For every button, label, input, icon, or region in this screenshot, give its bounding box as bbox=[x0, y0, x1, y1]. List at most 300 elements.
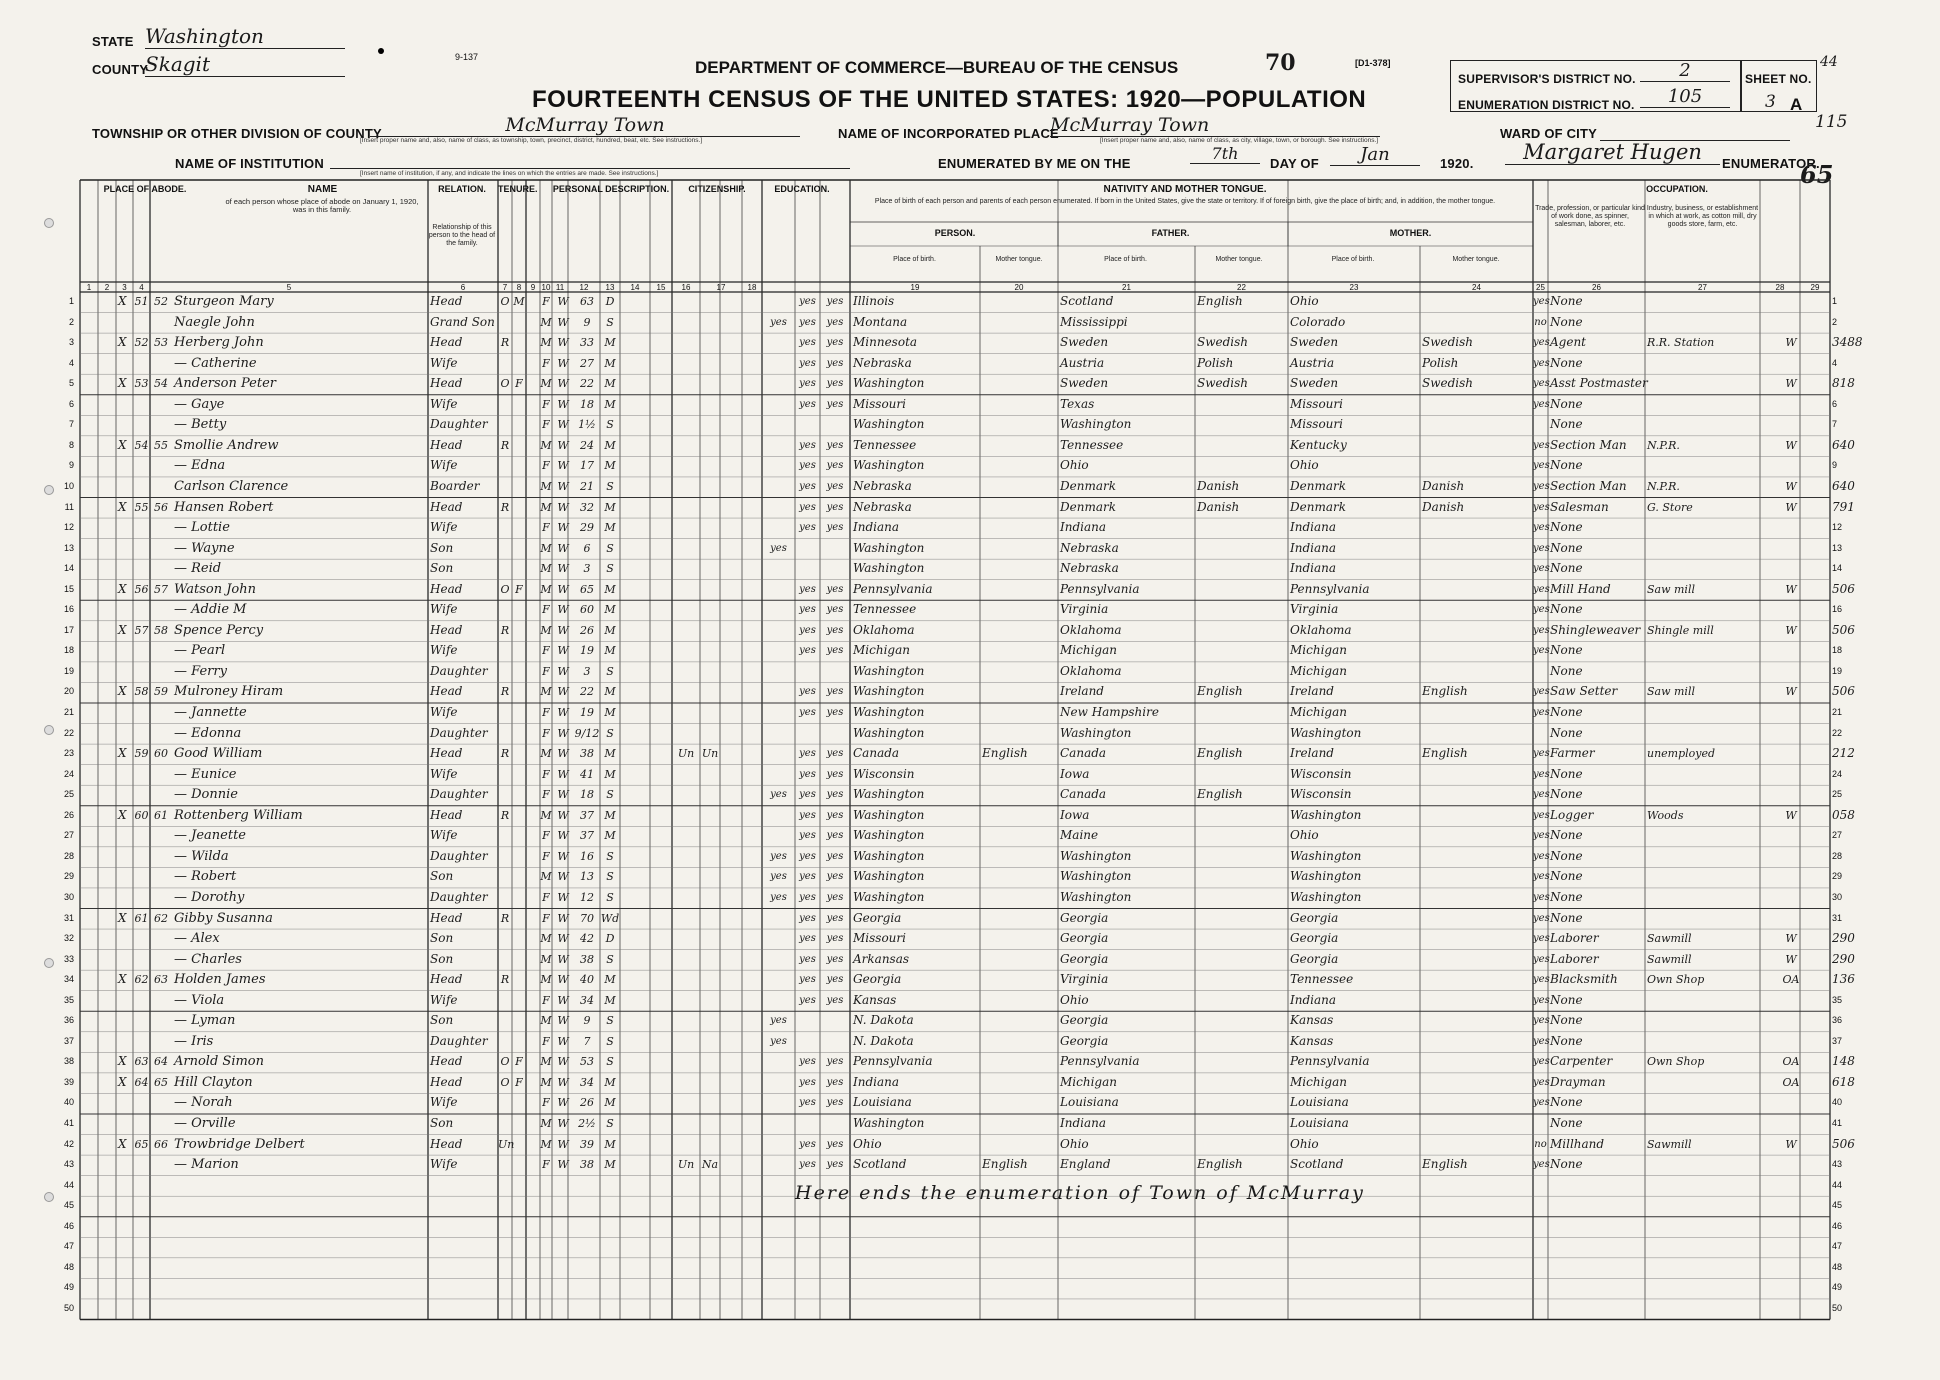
cell-ms: S bbox=[606, 788, 614, 802]
column-number-22: 22 bbox=[1237, 283, 1246, 292]
cell-ms: M bbox=[604, 973, 616, 987]
cell-dw: 64 bbox=[134, 1075, 149, 1089]
cell-rel: Head bbox=[430, 972, 463, 987]
cell-fpob: Michigan bbox=[1060, 1074, 1117, 1089]
cell-side: 818 bbox=[1832, 376, 1855, 391]
cell-pob: Missouri bbox=[853, 931, 906, 946]
cell-eng: yes bbox=[1533, 891, 1550, 903]
cell-write: yes bbox=[826, 953, 844, 965]
cell-rel: Wife bbox=[430, 992, 458, 1007]
cell-age: 41 bbox=[580, 767, 594, 781]
cell-fpob: Ohio bbox=[1060, 992, 1089, 1007]
line-number: 33 bbox=[63, 953, 74, 964]
cell-trade: None bbox=[1550, 355, 1583, 370]
cell-write: yes bbox=[826, 316, 844, 328]
cell-pob: Nebraska bbox=[853, 355, 912, 370]
cell-rel: Wife bbox=[430, 828, 458, 843]
line-number: 7 bbox=[68, 419, 74, 430]
cell-sex: F bbox=[542, 418, 550, 432]
cell-read: yes bbox=[799, 953, 816, 965]
line-number: 28 bbox=[63, 850, 74, 861]
cell-mpob: Georgia bbox=[1290, 910, 1339, 925]
cell-sex: M bbox=[540, 1117, 552, 1130]
cell-rel: Daughter bbox=[430, 725, 488, 740]
cell-ind: Own Shop bbox=[1647, 1055, 1705, 1069]
line-number: 44 bbox=[63, 1179, 74, 1190]
cell-dw: 54 bbox=[134, 438, 149, 452]
cell-race: W bbox=[557, 808, 569, 822]
cell-read: yes bbox=[799, 357, 816, 369]
cell-race: W bbox=[557, 1014, 569, 1028]
cell-rel: Wife bbox=[430, 396, 458, 411]
cell-race: W bbox=[557, 623, 569, 637]
line-number: 32 bbox=[63, 933, 74, 944]
cell-side: 506 bbox=[1832, 684, 1855, 699]
cell-trade: None bbox=[1550, 787, 1583, 802]
cell-race: W bbox=[557, 932, 569, 946]
cell-mpob: Wisconsin bbox=[1290, 766, 1352, 781]
cell-race: W bbox=[557, 418, 569, 432]
cell-own: O bbox=[500, 582, 510, 596]
line-number-right: 28 bbox=[1832, 850, 1843, 861]
cell-name: Smollie Andrew bbox=[174, 437, 279, 453]
line-number: 2 bbox=[68, 316, 74, 327]
cell-trade: None bbox=[1550, 602, 1583, 617]
line-number-right: 27 bbox=[1832, 830, 1843, 841]
cell-eng: yes bbox=[1533, 830, 1550, 842]
corner-mark: 65 bbox=[1800, 160, 1834, 189]
cell-ms: M bbox=[604, 521, 616, 535]
line-number: 35 bbox=[63, 994, 74, 1005]
cell-fpob: Georgia bbox=[1060, 1033, 1109, 1048]
cell-pob: Washington bbox=[853, 889, 925, 904]
cell-mpob: Wisconsin bbox=[1290, 787, 1352, 802]
cell-side: 290 bbox=[1832, 931, 1855, 946]
cell-trade: None bbox=[1550, 1033, 1583, 1048]
cell-sex: M bbox=[540, 438, 552, 452]
cell-ind: N.P.R. bbox=[1647, 438, 1680, 452]
cell-trade: Section Man bbox=[1550, 478, 1627, 493]
cell-ms: M bbox=[604, 438, 616, 452]
cell-read: yes bbox=[799, 604, 816, 616]
line-number: 22 bbox=[63, 727, 74, 738]
visit-mark: X bbox=[118, 499, 127, 514]
line-number: 9 bbox=[68, 460, 74, 471]
cell-name: — Catherine bbox=[174, 355, 257, 371]
line-number: 31 bbox=[63, 912, 74, 923]
cell-mpob: Ireland bbox=[1290, 684, 1334, 699]
line-number: 26 bbox=[63, 809, 74, 820]
cell-fam: 57 bbox=[154, 582, 168, 596]
cell-write: yes bbox=[826, 830, 844, 842]
cell-ms: S bbox=[606, 562, 614, 576]
cell-pob: Illinois bbox=[853, 294, 895, 308]
cell-dw: 59 bbox=[134, 747, 149, 761]
cell-rel: Daughter bbox=[430, 848, 488, 863]
cell-trade: Shingleweaver bbox=[1550, 622, 1641, 637]
cell-ms: S bbox=[606, 541, 614, 555]
column-number-6: 6 bbox=[460, 283, 466, 292]
cell-fam: 60 bbox=[154, 747, 168, 761]
cell-eng: yes bbox=[1533, 1097, 1550, 1109]
cell-age: 2½ bbox=[578, 1117, 596, 1130]
visit-mark: X bbox=[118, 1074, 127, 1089]
cell-read: yes bbox=[799, 522, 816, 534]
cell-ind: G. Store bbox=[1647, 500, 1693, 514]
cell-fam: 54 bbox=[154, 377, 168, 391]
cell-mpob: Ohio bbox=[1290, 294, 1319, 308]
cell-read: yes bbox=[799, 645, 816, 657]
cell-sch: yes bbox=[770, 316, 787, 328]
group-person: PERSON. bbox=[934, 228, 976, 238]
cell-cls: W bbox=[1785, 582, 1797, 596]
cell-sex: M bbox=[540, 562, 552, 576]
line-number: 10 bbox=[63, 480, 74, 491]
sheet-label: SHEET NO. bbox=[1745, 72, 1812, 86]
line-number-right: 1 bbox=[1832, 296, 1838, 306]
cell-sex: M bbox=[540, 1137, 552, 1151]
cell-sch: yes bbox=[770, 789, 787, 801]
cell-age: 6 bbox=[583, 541, 591, 555]
county-label: COUNTY bbox=[92, 62, 149, 77]
cell-eng: yes bbox=[1533, 480, 1550, 492]
cell-ind: N.P.R. bbox=[1647, 479, 1680, 493]
cell-rel: Son bbox=[430, 1116, 454, 1130]
line-number-right: 4 bbox=[1832, 357, 1838, 368]
cell-name: Spence Percy bbox=[174, 622, 264, 638]
cell-read: yes bbox=[799, 912, 816, 924]
cell-ind: Saw mill bbox=[1647, 582, 1695, 596]
cell-sex: M bbox=[540, 1075, 552, 1089]
cell-race: W bbox=[557, 911, 569, 925]
cell-name: Mulroney Hiram bbox=[174, 684, 284, 700]
cell-race: W bbox=[557, 479, 569, 493]
line-number: 48 bbox=[63, 1261, 74, 1272]
cell-read: yes bbox=[799, 1076, 816, 1088]
cell-fpob: Nebraska bbox=[1060, 561, 1119, 576]
line-number: 24 bbox=[63, 768, 74, 779]
cell-write: yes bbox=[826, 748, 844, 760]
cell-mmt: Danish bbox=[1422, 499, 1465, 514]
cell-ms: S bbox=[606, 952, 614, 966]
cell-eng: yes bbox=[1533, 1159, 1550, 1171]
cell-rel: Wife bbox=[430, 766, 458, 781]
visit-mark: X bbox=[118, 910, 127, 925]
cell-yi: Un bbox=[677, 747, 695, 761]
cell-read: yes bbox=[799, 378, 816, 390]
cell-dw: 63 bbox=[134, 1055, 149, 1069]
name-description: of each person whose place of abode on January 1, 1920, was in this family. bbox=[225, 197, 419, 214]
cell-write: yes bbox=[826, 337, 844, 349]
cell-pob: Washington bbox=[853, 705, 925, 719]
cell-fpob: Ohio bbox=[1060, 1136, 1089, 1151]
cell-race: W bbox=[557, 788, 569, 802]
cell-sex: M bbox=[540, 479, 552, 493]
cell-read: yes bbox=[799, 1056, 816, 1068]
line-number: 41 bbox=[63, 1118, 74, 1128]
township-note: [Insert proper name and, also, name of class, as township, town, precinct, district, hundred, beat, etc. See instructions.] bbox=[360, 137, 703, 144]
cell-ms: S bbox=[606, 726, 614, 740]
cell-fpob: Indiana bbox=[1060, 1116, 1107, 1130]
cell-ms: M bbox=[604, 747, 616, 761]
cell-name: — Alex bbox=[174, 931, 220, 947]
cell-read: yes bbox=[799, 809, 816, 821]
cell-dw: 57 bbox=[134, 623, 149, 637]
line-number-right: 40 bbox=[1832, 1097, 1843, 1108]
cell-cls: W bbox=[1785, 377, 1797, 391]
cell-eng: yes bbox=[1533, 1056, 1550, 1068]
supervisor-label: SUPERVISOR'S DISTRICT NO. bbox=[1458, 72, 1636, 86]
cell-race: W bbox=[557, 1055, 569, 1069]
cell-name: Naegle John bbox=[174, 314, 255, 330]
cell-trade: None bbox=[1550, 294, 1583, 308]
cell-mpob: Louisiana bbox=[1290, 1095, 1349, 1110]
cell-name: — Wilda bbox=[174, 848, 229, 864]
cell-fam: 64 bbox=[154, 1055, 168, 1069]
cell-sex: M bbox=[540, 500, 552, 514]
cell-read: yes bbox=[799, 316, 816, 328]
cell-pob: Washington bbox=[853, 376, 925, 391]
cell-name: — Donnie bbox=[174, 787, 238, 803]
cell-pob: Tennessee bbox=[853, 437, 917, 452]
cell-dw: 55 bbox=[134, 500, 149, 514]
cell-nat: Un bbox=[701, 747, 719, 761]
cell-pob: Indiana bbox=[853, 520, 900, 535]
line-number-right: 45 bbox=[1832, 1200, 1843, 1211]
cell-age: 38 bbox=[580, 1158, 594, 1172]
line-number: 46 bbox=[63, 1220, 74, 1231]
cell-read: yes bbox=[799, 583, 816, 595]
cell-race: W bbox=[557, 870, 569, 884]
cell-fpob: Scotland bbox=[1060, 294, 1114, 308]
cell-race: W bbox=[557, 500, 569, 514]
cell-eng: yes bbox=[1533, 912, 1550, 924]
institution-note: [Insert name of institution, if any, and indicate the lines on which the entries are made. See instructions.] bbox=[360, 170, 659, 177]
line-number: 40 bbox=[63, 1097, 74, 1108]
cell-fpob: Virginia bbox=[1060, 972, 1109, 987]
cell-eng: yes bbox=[1533, 809, 1550, 821]
cell-age: 9 bbox=[583, 315, 591, 329]
cell-ind: Sawmill bbox=[1647, 1137, 1692, 1151]
cell-nat: Na bbox=[701, 1158, 719, 1172]
cell-cls: W bbox=[1785, 479, 1797, 493]
cell-ms: S bbox=[606, 1117, 614, 1130]
cell-own: O bbox=[500, 295, 510, 308]
cell-sch: yes bbox=[770, 542, 787, 554]
cell-read: yes bbox=[799, 933, 816, 945]
cell-sex: F bbox=[542, 767, 550, 781]
cell-sex: M bbox=[540, 1055, 552, 1069]
cell-eng: yes bbox=[1533, 768, 1550, 780]
cell-trade: None bbox=[1550, 1116, 1583, 1130]
cell-sex: F bbox=[542, 890, 550, 904]
line-number-right: 18 bbox=[1832, 645, 1843, 656]
line-number: 39 bbox=[63, 1076, 74, 1087]
cell-age: 7 bbox=[583, 1034, 591, 1048]
cell-trade: None bbox=[1550, 520, 1583, 535]
column-number-17: 17 bbox=[716, 283, 726, 292]
column-number-19: 19 bbox=[910, 283, 920, 292]
cell-pob: Washington bbox=[853, 807, 925, 822]
cell-ind: Own Shop bbox=[1647, 973, 1705, 987]
township-value: McMurray Town bbox=[370, 114, 800, 137]
line-number-right: 43 bbox=[1832, 1159, 1843, 1170]
incorporated-note: [Insert proper name and, also, name of class, as city, village, town, or borough. See instructions.] bbox=[1100, 137, 1379, 144]
cell-fmt: English bbox=[1197, 787, 1243, 802]
cell-mmt: Danish bbox=[1422, 478, 1465, 493]
line-number-right: 49 bbox=[1832, 1282, 1843, 1293]
cell-rel: Grand Son bbox=[430, 314, 495, 329]
cell-eng: yes bbox=[1533, 686, 1550, 698]
line-number-right: 30 bbox=[1832, 891, 1843, 902]
cell-own: O bbox=[500, 1055, 510, 1069]
cell-mpob: Denmark bbox=[1290, 478, 1346, 493]
cell-own: R bbox=[500, 438, 510, 452]
cell-fam: 65 bbox=[154, 1075, 168, 1089]
cell-race: W bbox=[557, 1117, 569, 1130]
line-number-right: 12 bbox=[1832, 522, 1843, 533]
cell-age: 70 bbox=[580, 911, 594, 925]
cell-race: W bbox=[557, 1158, 569, 1172]
cell-own: R bbox=[500, 911, 510, 925]
cell-fpob: Louisiana bbox=[1060, 1095, 1119, 1110]
cell-rel: Head bbox=[430, 499, 463, 514]
cell-write: yes bbox=[826, 809, 844, 821]
cell-sch: yes bbox=[770, 871, 787, 883]
cell-rel: Wife bbox=[430, 1095, 458, 1110]
cell-sex: F bbox=[542, 726, 550, 740]
cell-mpob: Ohio bbox=[1290, 458, 1319, 473]
cell-name: Rottenberg William bbox=[174, 807, 303, 823]
cell-read: yes bbox=[799, 789, 816, 801]
cell-read: yes bbox=[799, 460, 816, 472]
cell-pob: Georgia bbox=[853, 910, 902, 925]
cell-sex: M bbox=[540, 952, 552, 966]
cell-rel: Wife bbox=[430, 705, 458, 719]
cell-race: W bbox=[557, 295, 569, 308]
cell-side: 136 bbox=[1832, 972, 1855, 987]
cell-write: yes bbox=[826, 1138, 844, 1150]
cell-fpob: Georgia bbox=[1060, 951, 1109, 966]
cell-dw: 56 bbox=[134, 582, 149, 596]
cell-name: — Jeanette bbox=[174, 828, 246, 844]
line-number: 15 bbox=[63, 583, 74, 594]
group-father: FATHER. bbox=[1151, 228, 1190, 238]
cell-race: W bbox=[557, 1137, 569, 1151]
cell-pob: Washington bbox=[853, 828, 925, 843]
cell-read: yes bbox=[799, 748, 816, 760]
cell-age: 34 bbox=[580, 993, 594, 1007]
cell-trade: None bbox=[1550, 1157, 1583, 1172]
cell-sex: F bbox=[542, 829, 550, 843]
cell-mpob: Kansas bbox=[1290, 1013, 1334, 1028]
cell-sex: F bbox=[542, 1034, 550, 1048]
cell-name: — Gaye bbox=[174, 396, 225, 412]
line-number: 5 bbox=[68, 378, 74, 389]
line-number: 18 bbox=[63, 645, 74, 656]
visit-mark: X bbox=[118, 1136, 127, 1151]
group-citizenship: CITIZENSHIP. bbox=[688, 184, 746, 194]
cell-trade: Blacksmith bbox=[1550, 972, 1618, 987]
column-number-10: 10 bbox=[541, 283, 551, 292]
cell-sex: M bbox=[540, 541, 552, 555]
cell-pob: Wisconsin bbox=[853, 766, 915, 781]
cell-race: W bbox=[557, 562, 569, 576]
group-abode: PLACE OF ABODE. bbox=[103, 184, 187, 194]
cell-write: yes bbox=[826, 296, 844, 307]
cell-name: Watson John bbox=[174, 581, 256, 597]
cell-trade: None bbox=[1550, 561, 1583, 576]
cell-own: Un bbox=[498, 1137, 515, 1151]
line-number-right: 36 bbox=[1832, 1015, 1843, 1026]
cell-own: R bbox=[500, 747, 510, 761]
line-number: 43 bbox=[63, 1159, 74, 1170]
cell-ms: M bbox=[604, 377, 616, 391]
cell-mpob: Tennessee bbox=[1290, 972, 1354, 987]
cell-age: 34 bbox=[580, 1075, 594, 1089]
cell-dw: 61 bbox=[134, 911, 149, 925]
cell-fpob: Sweden bbox=[1060, 335, 1109, 350]
enum-month-value: Jan bbox=[1330, 144, 1420, 166]
line-number: 30 bbox=[63, 891, 74, 902]
cell-write: yes bbox=[826, 378, 844, 390]
cell-eng: yes bbox=[1533, 460, 1550, 472]
cell-sex: F bbox=[542, 911, 550, 925]
group-relation: RELATION. bbox=[438, 184, 486, 194]
cell-age: 33 bbox=[580, 336, 594, 350]
visit-mark: X bbox=[118, 684, 127, 699]
line-number-right: 29 bbox=[1832, 871, 1843, 882]
cell-read: yes bbox=[799, 707, 816, 718]
enumeration-label: ENUMERATION DISTRICT NO. bbox=[1458, 98, 1635, 112]
cell-race: W bbox=[557, 336, 569, 350]
cell-write: yes bbox=[826, 686, 844, 698]
cell-trade: Saw Setter bbox=[1550, 684, 1618, 699]
cell-mpob: Washington bbox=[1290, 725, 1362, 740]
cell-trade: None bbox=[1550, 417, 1583, 432]
cell-name: — Eunice bbox=[174, 766, 237, 782]
cell-mpob: Sweden bbox=[1290, 376, 1339, 391]
enum-day-value: 7th bbox=[1190, 144, 1260, 164]
line-number-right: 50 bbox=[1832, 1302, 1843, 1313]
cell-eng: yes bbox=[1533, 542, 1550, 554]
cell-name: Hill Clayton bbox=[174, 1074, 253, 1090]
cell-pob: Arkansas bbox=[853, 951, 910, 966]
cell-write: yes bbox=[826, 891, 844, 903]
page-number: 70 bbox=[1265, 50, 1296, 76]
cell-race: W bbox=[557, 747, 569, 761]
cell-trade: None bbox=[1550, 828, 1583, 843]
cell-mmt: Swedish bbox=[1422, 335, 1473, 350]
cell-fpob: Iowa bbox=[1060, 807, 1090, 822]
cell-mpob: Georgia bbox=[1290, 931, 1339, 946]
cell-name: — Orville bbox=[174, 1116, 236, 1131]
cell-rel: Son bbox=[430, 931, 454, 946]
cell-race: W bbox=[557, 541, 569, 555]
cell-eng: yes bbox=[1533, 1076, 1550, 1088]
line-number-right: 7 bbox=[1832, 419, 1838, 430]
cell-sex: F bbox=[542, 849, 550, 863]
cell-ms: M bbox=[604, 500, 616, 514]
cell-pob: Washington bbox=[853, 561, 925, 576]
cell-pob: Nebraska bbox=[853, 499, 912, 514]
cell-mpob: Ohio bbox=[1290, 828, 1319, 843]
cell-ms: M bbox=[604, 459, 616, 473]
cell-sex: M bbox=[540, 685, 552, 699]
cell-write: yes bbox=[826, 624, 844, 636]
cell-rel: Son bbox=[430, 869, 454, 884]
ward-label: WARD OF CITY bbox=[1500, 126, 1598, 141]
